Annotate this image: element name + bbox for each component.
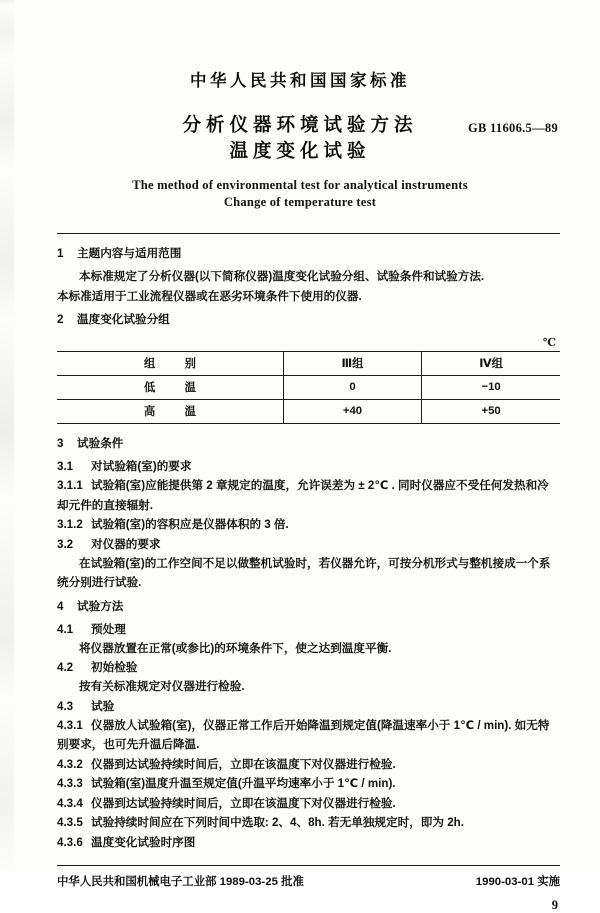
section-4-1-heading (57, 620, 560, 639)
row-high-temp-label: 高 温 (57, 400, 283, 424)
section-4-3-6-text: 温度变化试验时序图 (91, 835, 196, 849)
section-4-3-5 (57, 813, 560, 833)
section-4-3-5-number: 4.3.5 (57, 816, 83, 829)
section-4-3-6-number: 4.3.6 (57, 835, 83, 849)
section-2-heading (57, 310, 560, 329)
section-4-3-2-number: 4.3.2 (57, 757, 83, 771)
section-3-1-number: 3.1 (57, 460, 74, 473)
section-3-2-heading (57, 535, 560, 554)
row-low-temp-group4: −10 (422, 376, 560, 400)
section-3-1-2 (57, 515, 560, 535)
english-title-line2: Change of temperature test (223, 195, 377, 209)
section-3-1-1-number: 3.1.1 (57, 479, 83, 492)
section-1-title: 主题内容与适用范围 (77, 247, 182, 260)
english-title (0, 177, 600, 211)
section-1-para-2: 本标准适用于工业流程仪器或在恶劣环境条件下使用的仪器. (57, 289, 362, 303)
main-title-line2: 温度变化试验 (229, 140, 371, 161)
section-4-3-4-text: 仪器到达试验持续时间后，立即在该温度下对仪器进行检验. (91, 796, 396, 810)
english-title-line1: The method of environmental test for analytical instruments (132, 178, 468, 192)
section-3-1-2-text: 试验箱(室)的容积应是仪器体积的 3 倍. (91, 518, 289, 531)
page-number: 9 (551, 898, 558, 912)
section-4-title: 试验方法 (77, 599, 124, 613)
section-4-3-6 (57, 833, 560, 853)
title-block (0, 112, 600, 164)
section-4-heading (57, 597, 560, 616)
section-4-3-1-text: 仪器放人试验箱(室)，仪器正常工作后开始降温到规定值(降温速率小于 1℃ / min). 如无特别要求，也可先升温后降温. (57, 718, 550, 751)
section-4-3-2-text: 仪器到达试验持续时间后，立即在该温度下对仪器进行检验. (91, 757, 396, 771)
section-3-2-number: 3.2 (57, 537, 74, 551)
national-standard-title: 中华人民共和国国家标准 (190, 72, 410, 90)
section-3-1-2-number: 3.1.2 (57, 518, 83, 531)
table-header-group-label: 组 别 (57, 352, 283, 376)
section-4-3-5-text: 试验持续时间应在下列时间中选取: 2、4、8h. 若无单独规定时，即为 2h. (91, 816, 464, 829)
section-4-2-para: 按有关标准规定对仪器进行检验. (79, 680, 245, 693)
section-4-2-title: 初始检验 (91, 661, 138, 674)
section-1-number: 1 (57, 247, 64, 260)
section-4-3-4 (57, 794, 560, 814)
section-4-3-3 (57, 774, 560, 794)
section-4-1-title: 预处理 (91, 622, 126, 636)
row-high-temp-group4: +50 (422, 400, 560, 424)
table-header-row (57, 352, 560, 376)
section-4-3-3-text: 试验箱(室)温度升温至规定值(升温平均速率小于 1℃ / min). (91, 777, 396, 790)
section-2-title: 温度变化试验分组 (77, 313, 170, 326)
table-row (57, 400, 560, 424)
row-high-temp-group3: +40 (283, 400, 421, 424)
section-2-number: 2 (57, 313, 64, 326)
table-row (57, 376, 560, 400)
section-4-number: 4 (57, 599, 64, 613)
section-1-para-1: 本标准规定了分析仪器(以下简称仪器)温度变化试验分组、试验条件和试验方法. (79, 270, 485, 283)
section-4-3-1-number: 4.3.1 (57, 718, 83, 732)
section-4-3-4-number: 4.3.4 (57, 796, 83, 810)
section-4-3-title: 试验 (91, 699, 115, 713)
section-4-2-number: 4.2 (57, 661, 74, 674)
section-3-2-para: 在试验箱(室)的工作空间不足以做整机试验时，若仪器允许，可按分机形式与整机接成一个系统分别进行试验. (57, 556, 551, 589)
section-4-3-number: 4.3 (57, 699, 74, 713)
page-footer (57, 866, 560, 889)
footer-approval-text: 中华人民共和国机械电子工业部 1989-03-25 批准 (57, 876, 304, 888)
table-header-group4: Ⅳ组 (422, 352, 560, 376)
table-header-group3: Ⅲ组 (283, 352, 421, 376)
section-3-1-1 (57, 476, 560, 515)
grouping-table (57, 351, 560, 424)
table-unit-label: ℃ (542, 337, 556, 349)
section-1-heading (57, 244, 560, 263)
section-3-1-heading (57, 457, 560, 476)
section-3-number: 3 (57, 437, 64, 450)
section-4-3-3-number: 4.3.3 (57, 777, 83, 790)
section-3-2-title: 对仪器的要求 (91, 537, 161, 551)
footer-implementation-text: 1990-03-01 实施 (475, 876, 560, 888)
section-4-3-heading (57, 697, 560, 716)
section-3-1-title: 对试验箱(室)的要求 (91, 460, 192, 473)
section-3-heading (57, 434, 560, 453)
section-4-2-heading (57, 658, 560, 677)
row-low-temp-group3: 0 (283, 376, 421, 400)
section-4-3-1 (57, 716, 560, 755)
section-4-1-para: 将仪器放置在正常(或参比)的环境条件下，使之达到温度平衡. (79, 641, 392, 655)
section-3-title: 试验条件 (77, 437, 124, 450)
row-low-temp-label: 低 温 (57, 376, 283, 400)
section-3-1-1-text: 试验箱(室)应能提供第 2 章规定的温度，允许误差为 ± 2℃ . 同时仪器应不受任何发热和冷却元件的直接辐射. (57, 479, 549, 512)
grouping-table-wrapper (57, 336, 560, 424)
section-4-1-number: 4.1 (57, 622, 74, 636)
main-title-line1: 分析仪器环境试验方法 (182, 114, 418, 135)
standard-number: GB 11606.5—89 (467, 121, 558, 135)
section-4-3-2 (57, 755, 560, 775)
